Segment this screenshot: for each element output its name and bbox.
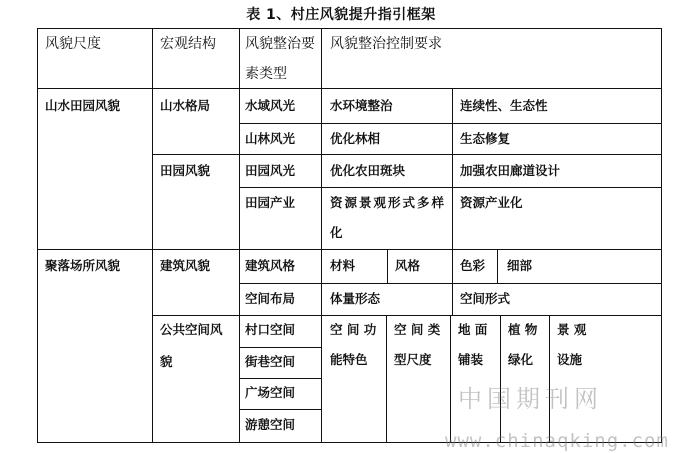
row-line xyxy=(152,154,662,155)
col-line xyxy=(386,315,387,443)
req-water-a: 水环境整治 xyxy=(330,98,393,113)
col-line xyxy=(152,28,153,443)
header-requirements: 风貌整治控制要求 xyxy=(330,36,442,52)
req-material: 材料 xyxy=(330,258,356,273)
req-planting-line1: 植 物 xyxy=(508,322,538,337)
req-industry-a-line1: 资源景观形式多样 xyxy=(330,195,447,210)
header-macro: 宏观结构 xyxy=(160,36,216,52)
req-scale-line2: 型尺度 xyxy=(394,352,432,367)
col-line xyxy=(450,315,451,443)
row-line xyxy=(239,123,662,124)
scale-settlement: 聚落场所风貌 xyxy=(45,258,121,273)
req-forest-b: 生态修复 xyxy=(460,131,511,146)
row-line xyxy=(239,187,662,188)
macro-public-line1: 公共空间风 xyxy=(160,322,223,337)
req-color: 色彩 xyxy=(460,258,486,273)
req-facility-line2: 设施 xyxy=(557,352,583,367)
req-paving-line2: 铺装 xyxy=(458,352,484,367)
header-type-line2: 素类型 xyxy=(245,66,287,82)
type-plaza: 广场空间 xyxy=(245,385,296,400)
row-line xyxy=(239,378,321,379)
req-field-a: 优化农田斑块 xyxy=(330,163,406,178)
col-line xyxy=(321,28,322,443)
row-line xyxy=(239,347,321,348)
macro-public-line2: 貌 xyxy=(160,354,173,369)
macro-rural: 田园风貌 xyxy=(160,163,211,178)
req-function-line2: 能特色 xyxy=(330,352,368,367)
table-border-left xyxy=(37,28,38,443)
watermark-cn: 中国期刊网 xyxy=(458,385,603,413)
type-village-entry: 村口空间 xyxy=(245,322,296,337)
watermark-url: www.chinaqking.com xyxy=(445,430,669,452)
macro-landscape-pattern: 山水格局 xyxy=(160,98,211,113)
row-line xyxy=(239,409,321,410)
table-border-right xyxy=(661,28,662,443)
header-scale: 风貌尺度 xyxy=(45,36,101,52)
req-detail: 细部 xyxy=(507,258,533,273)
req-function-line1: 空 间 功 xyxy=(330,322,377,337)
req-planting-line2: 绿化 xyxy=(508,352,534,367)
scale-landscape: 山水田园风貌 xyxy=(45,98,121,113)
col-line xyxy=(452,88,453,316)
req-scale-line1: 空 间 类 xyxy=(394,322,441,337)
col-line xyxy=(239,28,240,443)
type-field: 田园风光 xyxy=(245,163,296,178)
req-style: 风格 xyxy=(395,258,421,273)
col-line xyxy=(387,249,388,284)
type-street: 街巷空间 xyxy=(245,354,296,369)
macro-architecture: 建筑风貌 xyxy=(160,258,211,273)
type-rural-industry: 田园产业 xyxy=(245,195,296,210)
table-caption: 表 1、村庄风貌提升指引框架 xyxy=(246,7,436,23)
req-paving-line1: 地 面 xyxy=(458,322,488,337)
req-industry-b: 资源产业化 xyxy=(460,195,523,210)
req-space-form: 空间形式 xyxy=(460,291,511,306)
header-bottom-line xyxy=(37,88,662,89)
req-industry-a-line2: 化 xyxy=(330,225,343,240)
req-facility-line1: 景 观 xyxy=(557,322,587,337)
req-field-b: 加强农田廊道设计 xyxy=(460,163,561,178)
col-line xyxy=(497,249,498,284)
type-forest: 山林风光 xyxy=(245,131,296,146)
req-volume: 体量形态 xyxy=(330,291,381,306)
req-water-b: 连续性、生态性 xyxy=(460,98,548,113)
req-forest-a: 优化林相 xyxy=(330,131,381,146)
type-layout: 空间布局 xyxy=(245,291,296,306)
header-type-line1: 风貌整治要 xyxy=(245,36,315,52)
row-line xyxy=(239,283,662,284)
type-recreation: 游憩空间 xyxy=(245,417,296,432)
type-arch-style: 建筑风格 xyxy=(245,258,296,273)
row-line xyxy=(37,249,662,250)
table-border-top xyxy=(37,28,662,29)
row-line xyxy=(152,315,662,316)
type-water: 水域风光 xyxy=(245,98,296,113)
